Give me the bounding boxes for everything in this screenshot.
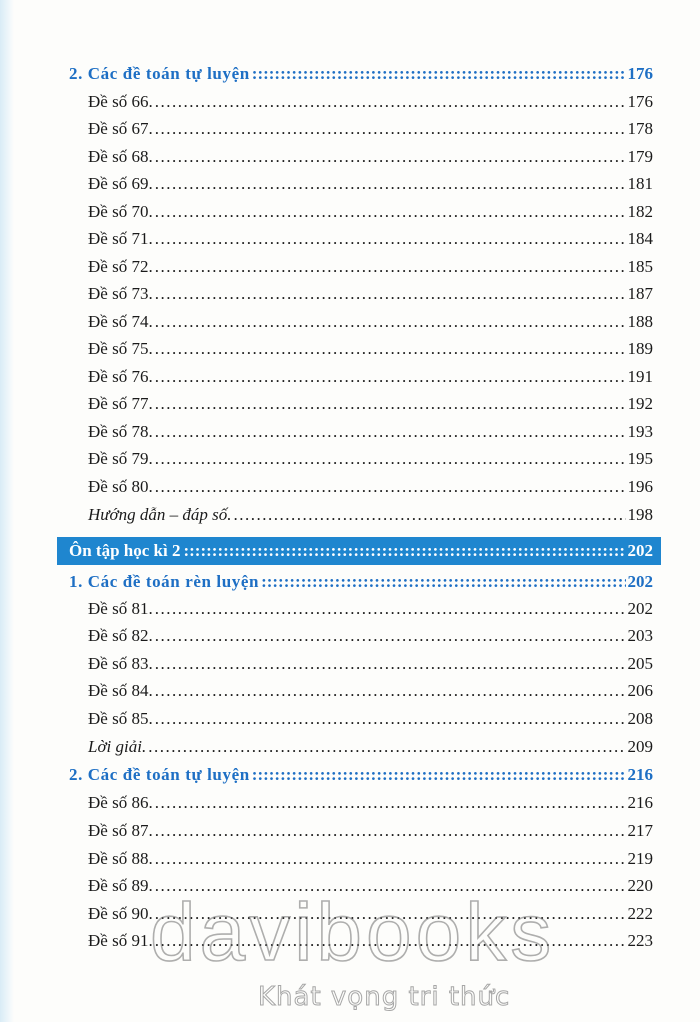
toc-entry[interactable] <box>0 787 700 813</box>
toc-entry-page: 220 <box>627 876 653 895</box>
toc-entry[interactable] <box>0 593 700 619</box>
toc-section-title: 1. Các đề toán rèn luyện <box>69 572 260 591</box>
toc-entry-page: 208 <box>627 709 653 728</box>
watermark-tagline: Khát vọng tri thức <box>258 982 511 1012</box>
dot-leader <box>155 654 626 674</box>
dot-leader <box>155 229 626 249</box>
toc-entry-page: 209 <box>627 737 653 756</box>
toc-entry-page: 181 <box>627 174 653 193</box>
dot-leader <box>183 541 624 561</box>
dot-leader <box>155 367 626 387</box>
toc-entry-page: 192 <box>627 394 653 413</box>
dot-leader <box>155 849 626 869</box>
toc-entry[interactable] <box>0 196 700 222</box>
toc-entry-page: 191 <box>627 367 653 386</box>
toc-entry[interactable] <box>0 223 700 249</box>
toc-entry-solutions[interactable] <box>0 731 700 757</box>
chapter-title: Ôn tập học kì 2 <box>69 541 181 560</box>
dot-leader <box>155 477 626 497</box>
toc-entry-label: Đề số 82. <box>88 626 153 645</box>
toc-entry-page: 198 <box>627 505 653 524</box>
chapter-page: 202 <box>627 541 653 560</box>
toc-entry-page: 176 <box>627 92 653 111</box>
toc-entry-page: 188 <box>627 312 653 331</box>
dot-leader <box>155 174 626 194</box>
toc-entry-label: Lời giải. <box>88 737 147 756</box>
toc-entry-label: Đề số 78. <box>88 422 153 441</box>
dot-leader <box>155 92 626 112</box>
toc-entry[interactable] <box>0 416 700 442</box>
toc-entry[interactable] <box>0 86 700 112</box>
dot-leader <box>155 284 626 304</box>
toc-section-title: 2. Các đề toán tự luyện <box>69 765 250 784</box>
toc-entry[interactable] <box>0 648 700 674</box>
toc-entry-label: Đề số 75. <box>88 339 153 358</box>
toc-entry[interactable] <box>0 278 700 304</box>
toc-entry-answers[interactable] <box>0 499 700 525</box>
toc-entry-page: 202 <box>627 599 653 618</box>
toc-entry-label: Đề số 87. <box>88 821 153 840</box>
toc-entry-page: 219 <box>627 849 653 868</box>
toc-entry[interactable] <box>0 333 700 359</box>
toc-entry-label: Đề số 70. <box>88 202 153 221</box>
dot-leader <box>155 119 626 139</box>
dot-leader <box>155 339 626 359</box>
toc-section-self-practice-2[interactable] <box>0 759 700 785</box>
toc-entry-label: Đề số 90. <box>88 904 153 923</box>
toc-entry[interactable] <box>0 141 700 167</box>
dot-leader <box>155 422 626 442</box>
toc-entry-label: Đề số 85. <box>88 709 153 728</box>
toc-entry-label: Đề số 84. <box>88 681 153 700</box>
dot-leader <box>155 449 626 469</box>
toc-entry-page: 182 <box>627 202 653 221</box>
toc-section-training[interactable] <box>0 566 700 592</box>
dot-leader <box>155 394 626 414</box>
toc-entry[interactable] <box>0 361 700 387</box>
toc-entry-label: Đề số 80. <box>88 477 153 496</box>
toc-section-page: 176 <box>627 64 653 83</box>
toc-entry-page: 203 <box>627 626 653 645</box>
dot-leader <box>155 202 626 222</box>
toc-entry[interactable] <box>0 620 700 646</box>
toc-entry[interactable] <box>0 251 700 277</box>
toc-entry-page: 178 <box>627 119 653 138</box>
toc-entry-page: 179 <box>627 147 653 166</box>
toc-entry-page: 206 <box>627 681 653 700</box>
toc-entry-label: Đề số 91. <box>88 931 153 950</box>
toc-entry-label: Đề số 77. <box>88 394 153 413</box>
toc-entry-label: Đề số 81. <box>88 599 153 618</box>
toc-entry-page: 217 <box>627 821 653 840</box>
toc-entry[interactable] <box>0 306 700 332</box>
toc-entry-label: Hướng dẫn – đáp số. <box>88 505 232 524</box>
toc-entry-label: Đề số 83. <box>88 654 153 673</box>
toc-entry[interactable] <box>0 843 700 869</box>
toc-entry[interactable] <box>0 443 700 469</box>
dot-leader <box>252 765 626 785</box>
toc-entry-page: 195 <box>627 449 653 468</box>
toc-section-self-practice-1[interactable] <box>0 58 700 84</box>
dot-leader <box>252 64 626 84</box>
dot-leader <box>155 709 626 729</box>
dot-leader <box>155 793 626 813</box>
toc-section-title: 2. Các đề toán tự luyện <box>69 64 250 83</box>
toc-entry-label: Đề số 72. <box>88 257 153 276</box>
toc-entry-page: 184 <box>627 229 653 248</box>
toc-entry-page: 216 <box>627 793 653 812</box>
toc-entry-page: 205 <box>627 654 653 673</box>
toc-entry-label: Đề số 76. <box>88 367 153 386</box>
toc-entry[interactable] <box>0 113 700 139</box>
toc-entry-page: 222 <box>627 904 653 923</box>
toc-entry-page: 189 <box>627 339 653 358</box>
dot-leader <box>155 257 626 277</box>
toc-entry-label: Đề số 71. <box>88 229 153 248</box>
dot-leader <box>148 737 625 757</box>
dot-leader <box>155 599 626 619</box>
toc-entry-page: 185 <box>627 257 653 276</box>
toc-entry[interactable] <box>0 703 700 729</box>
toc-entry-label: Đề số 88. <box>88 849 153 868</box>
dot-leader <box>155 312 626 332</box>
toc-entry-label: Đề số 74. <box>88 312 153 331</box>
toc-entry[interactable] <box>0 471 700 497</box>
dot-leader <box>155 821 626 841</box>
toc-entry[interactable] <box>0 815 700 841</box>
toc-entry[interactable] <box>0 675 700 701</box>
toc-entry-label: Đề số 67. <box>88 119 153 138</box>
toc-entry-label: Đề số 73. <box>88 284 153 303</box>
watermark-logo: davibooks <box>150 887 556 978</box>
dot-leader <box>155 147 626 167</box>
toc-entry[interactable] <box>0 388 700 414</box>
toc-entry-label: Đề số 68. <box>88 147 153 166</box>
dot-leader <box>261 572 625 592</box>
toc-entry-label: Đề số 86. <box>88 793 153 812</box>
toc-entry-page: 223 <box>627 931 653 950</box>
toc-entry-label: Đề số 79. <box>88 449 153 468</box>
toc-entry[interactable] <box>0 168 700 194</box>
toc-entry-page: 196 <box>627 477 653 496</box>
toc-entry-label: Đề số 69. <box>88 174 153 193</box>
toc-entry-label: Đề số 89. <box>88 876 153 895</box>
dot-leader <box>234 505 626 525</box>
dot-leader <box>155 626 626 646</box>
dot-leader <box>155 681 626 701</box>
toc-entry-page: 187 <box>627 284 653 303</box>
toc-chapter-banner[interactable] <box>57 537 661 565</box>
toc-entry-label: Đề số 66. <box>88 92 153 111</box>
toc-section-page: 202 <box>627 572 653 591</box>
toc-entry-page: 193 <box>627 422 653 441</box>
toc-section-page: 216 <box>627 765 653 784</box>
